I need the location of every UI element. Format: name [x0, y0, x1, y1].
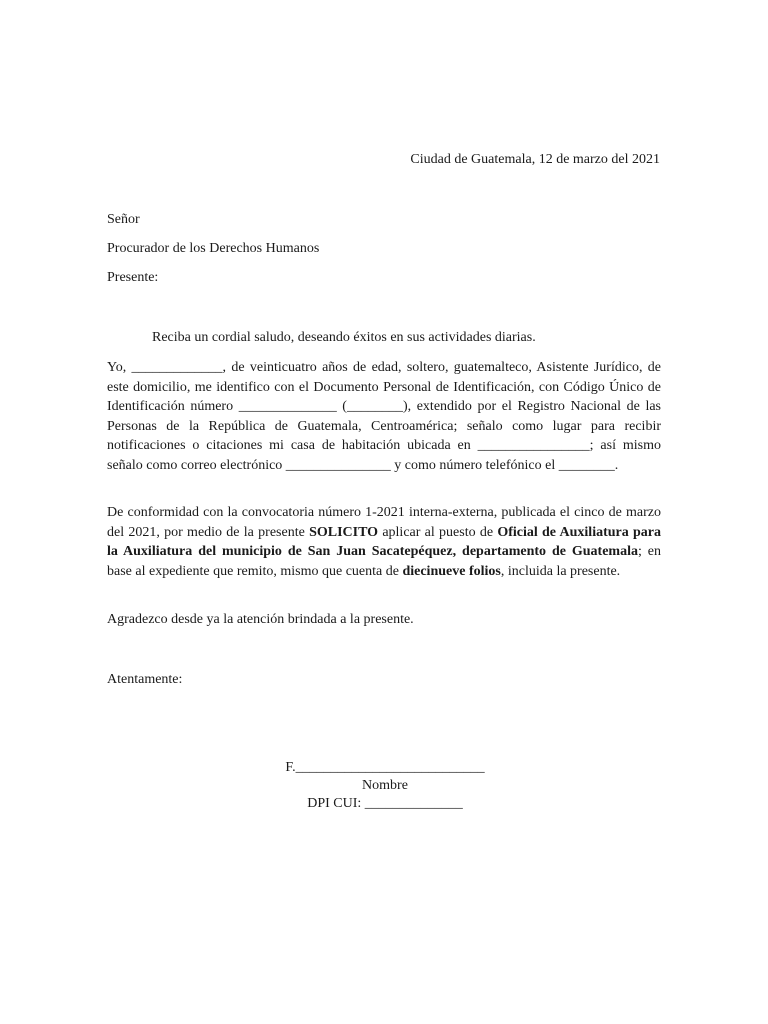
thanks-paragraph: Agradezco desde ya la atención brindada a la presente.	[107, 612, 414, 627]
request-bold-position: Oficial de Auxiliatura para la Auxiliatura del municipio de San Juan Sacatepéquez, departamento de Guatemala	[107, 524, 662, 559]
recipient-presente: Presente:	[107, 270, 159, 285]
request-paragraph	[107, 503, 661, 581]
request-text-2: aplicar al puesto de	[378, 524, 498, 540]
greeting-paragraph: Reciba un cordial saludo, deseando éxitos en sus actividades diarias.	[152, 330, 536, 345]
request-bold-solicito: SOLICITO	[309, 524, 379, 540]
closing-text: Atentamente:	[107, 672, 183, 687]
request-text-3: ; en base al expediente que remito, mismo que cuenta de	[107, 544, 661, 579]
recipient-title: Procurador de los Derechos Humanos	[107, 241, 320, 256]
request-text-4: , incluida la presente.	[500, 563, 621, 579]
request-text-1: De conformidad con la convocatoria número 1-2021 interna-externa, publicada el cinco de marzo del 2021, por medio de la presente	[107, 505, 661, 540]
signature-name: Nombre	[362, 778, 408, 793]
recipient-salutation: Señor	[107, 212, 140, 227]
signature-line: F.___________________________	[285, 760, 485, 775]
date-line: Ciudad de Guatemala, 12 de marzo del 2021	[410, 152, 660, 167]
signature-dpi: DPI CUI: ______________	[307, 796, 463, 811]
request-bold-folios: diecinueve folios	[402, 563, 501, 579]
identity-paragraph: Yo, _____________, de veinticuatro años de edad, soltero, guatemalteco, Asistente Jurídico, de este domicilio, me identifico con el Documento Personal de Identificación, con Código Único de Identificación número ______________ (________), extendido por el Registro Nacional de las Personas de la República de Guatemala, Centroamérica; señalo como lugar para recibir notificaciones o citaciones mi casa de habitación ubicada en ________________; así mismo señalo como correo electrónico _______________ y como número telefónico el ________.	[107, 360, 661, 473]
